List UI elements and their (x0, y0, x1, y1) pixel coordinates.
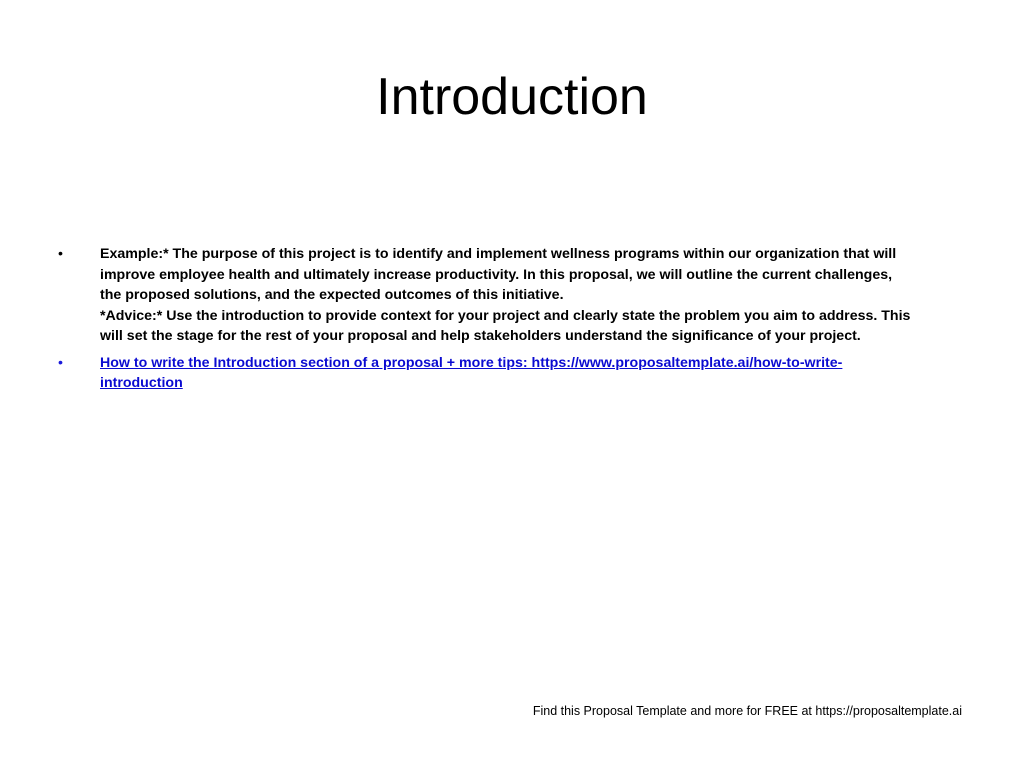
body-text-line: improve employee health and ultimately increase productivity. In this proposal, we will outline the current challenges, (100, 266, 893, 283)
how-to-write-introduction-link[interactable] (100, 353, 964, 394)
list-item-example (58, 244, 964, 347)
footer-text: Find this Proposal Template and more for FREE at https://proposaltemplate.ai (532, 704, 962, 718)
slide-title: Introduction (376, 68, 648, 126)
bullet-icon: • (58, 246, 63, 262)
bullet-icon: • (58, 354, 63, 371)
body-text-line: will set the stage for the rest of your proposal and help stakeholders understand the significance of your project. (100, 328, 861, 344)
body-text-line: the proposed solutions, and the expected outcomes of this initiative. (100, 287, 564, 303)
link-text-line[interactable]: How to write the Introduction section of a proposal + more tips: https://www.proposaltemplate.ai/how-to-write- (100, 354, 843, 371)
link-text-line[interactable]: introduction (100, 375, 183, 391)
body-text-line: *Advice:* Use the introduction to provide context for your project and clearly state the problem you aim to address. This (100, 307, 911, 324)
bullet-list (58, 244, 964, 400)
list-item-link (58, 353, 964, 394)
body-text-line: Example:* The purpose of this project is to identify and implement wellness programs within our organization that will (100, 246, 897, 262)
